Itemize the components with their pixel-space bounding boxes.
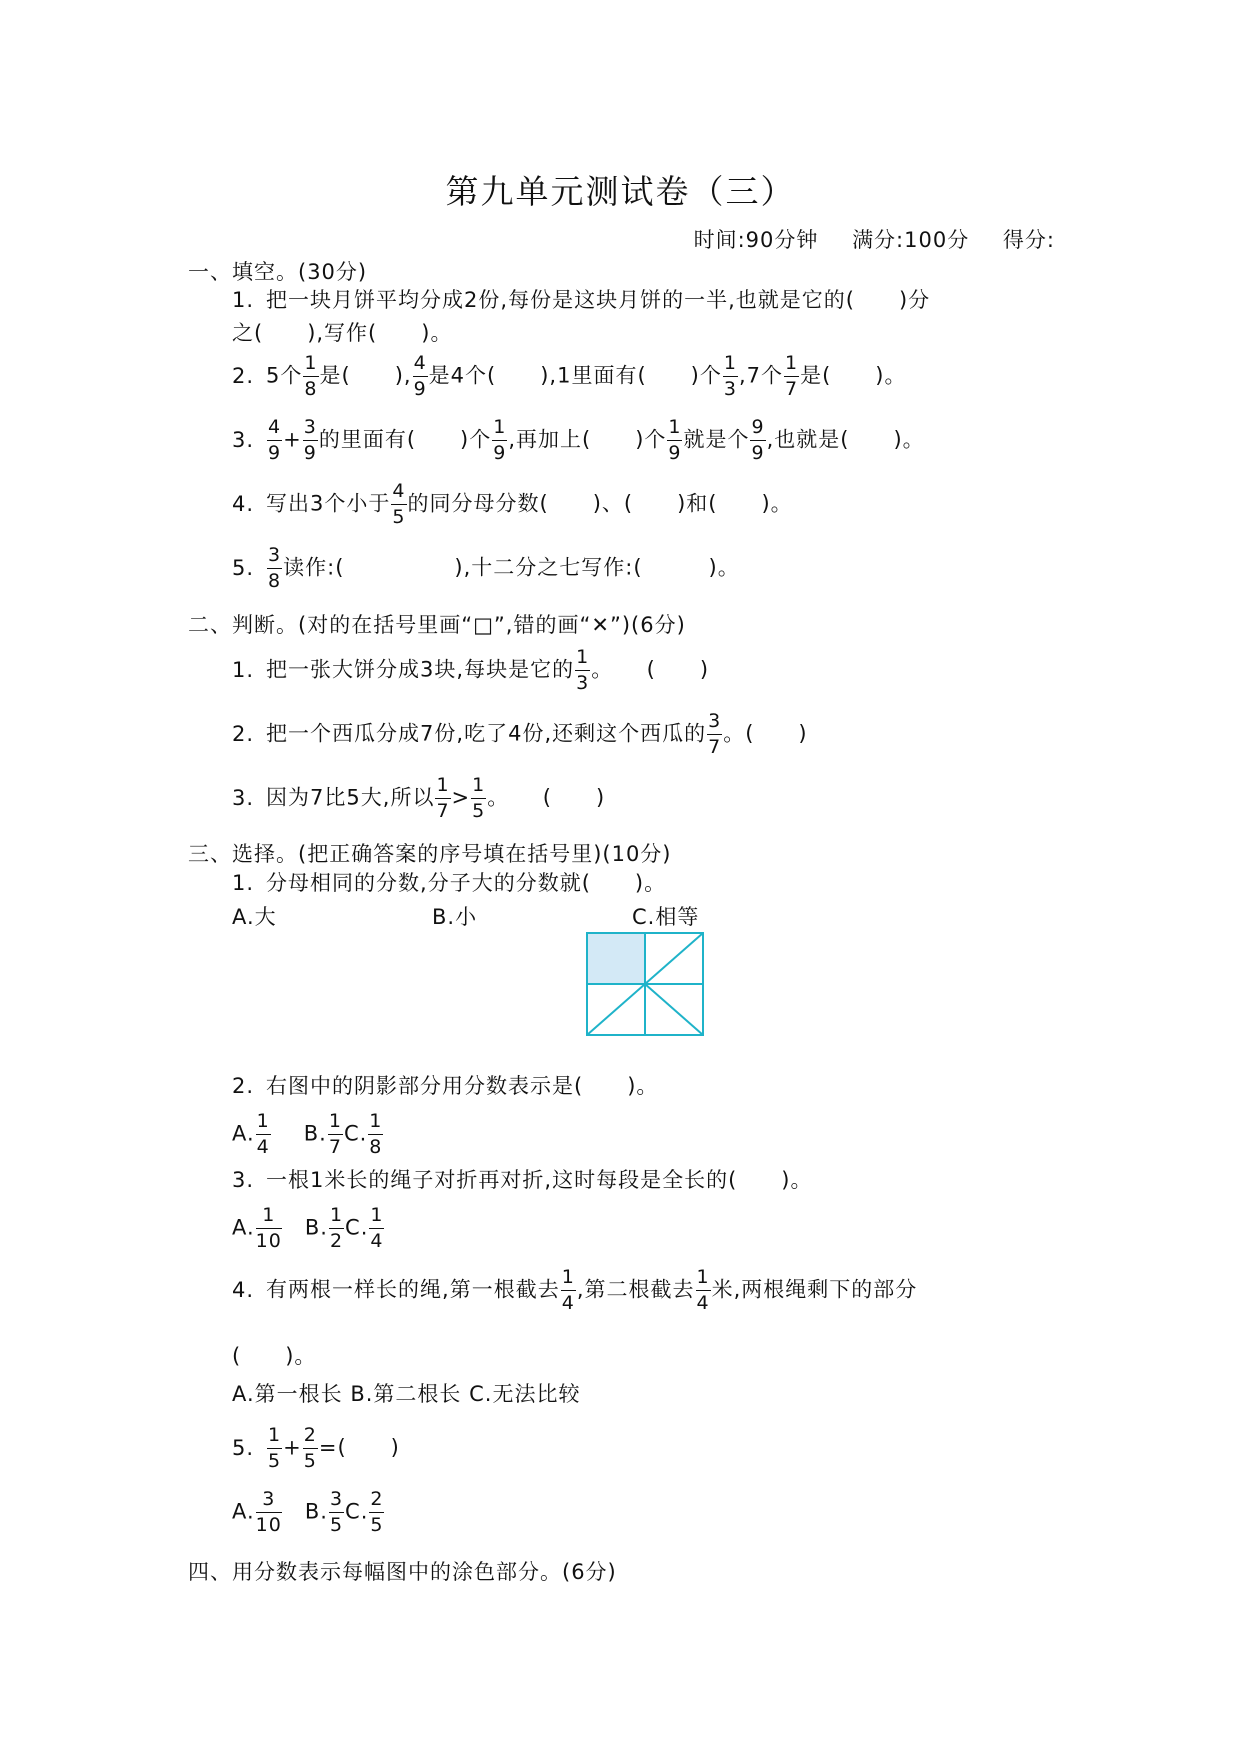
text: 就是个 — [683, 427, 750, 452]
question-number: 1. — [232, 288, 255, 312]
fraction: $\frac{1}{7}$ — [436, 774, 450, 822]
text: + — [283, 427, 302, 452]
s2-q2 — [232, 712, 808, 757]
text: 是4个( ),1里面有( )个 — [428, 363, 722, 388]
question-number: 2. — [232, 721, 255, 746]
text: 的同分母分数( )、( )和( )。 — [407, 491, 793, 516]
option-b: B. — [304, 1499, 328, 1524]
text: 。( ) — [723, 721, 808, 746]
s2-q3 — [232, 776, 605, 821]
text: 把一张大饼分成3块,每块是它的 — [266, 657, 575, 682]
fraction: $\frac{1}{4}$ — [696, 1266, 710, 1314]
question-number: 4. — [232, 1277, 255, 1302]
section-2-heading: 二、判断。(对的在括号里画“□”,错的画“✕”)(6分) — [188, 613, 686, 637]
option-b: B. — [304, 1215, 328, 1240]
s1-q4 — [232, 482, 793, 527]
section-4-heading: 四、用分数表示每幅图中的涂色部分。(6分) — [188, 1560, 617, 1584]
option-a: A. — [232, 1215, 255, 1240]
text: 写出3个小于 — [266, 491, 391, 516]
text: ,再加上( )个 — [508, 427, 667, 452]
option-c: C. — [343, 1121, 368, 1146]
s1-q3 — [232, 418, 925, 463]
option-a: A. — [232, 1499, 255, 1524]
text: ,7个 — [738, 363, 783, 388]
option-a: A.大 — [232, 905, 277, 929]
question-number: 3. — [232, 1168, 255, 1192]
option-c: C. — [345, 1499, 369, 1524]
fraction: $\frac{1}{3}$ — [723, 352, 737, 400]
text: 。 ( ) — [487, 785, 606, 810]
question-number: 5. — [232, 555, 255, 580]
text: =( ) — [318, 1435, 400, 1460]
fraction: $\frac{3}{7}$ — [708, 710, 722, 758]
text: 有两根一样长的绳,第一根截去 — [266, 1277, 560, 1302]
text: > — [451, 785, 471, 810]
fraction: $\frac{1}{7}$ — [328, 1110, 342, 1158]
text: 的里面有( )个 — [318, 427, 492, 452]
section-3-heading: 三、选择。(把正确答案的序号填在括号里)(10分) — [188, 842, 672, 866]
fraction: $\frac{1}{2}$ — [329, 1204, 344, 1252]
question-text: 分母相同的分数,分子大的分数就( )。 — [266, 871, 667, 895]
s3-q4-line2: ( )。 — [232, 1344, 317, 1368]
s3-q2-options — [232, 1112, 384, 1157]
s3-q4 — [232, 1268, 917, 1313]
fraction: $\frac{1}{8}$ — [369, 1110, 383, 1158]
text: ,也就是( )。 — [766, 427, 925, 452]
question-text: 把一块月饼平均分成2份,每份是这块月饼的一半,也就是它的( )分 — [266, 288, 931, 312]
s3-q1-options — [232, 907, 699, 928]
text: 是( ), — [319, 363, 412, 388]
option-a: A. — [232, 1121, 255, 1146]
s3-q1 — [232, 873, 666, 894]
text: 米,两根绳剩下的部分 — [711, 1277, 918, 1302]
text: 是( )。 — [800, 363, 907, 388]
question-number: 3. — [232, 427, 255, 452]
s3-q5-options — [232, 1490, 385, 1535]
fraction: $\frac{1}{4}$ — [256, 1110, 270, 1158]
section-1-heading: 一、填空。(30分) — [188, 260, 368, 284]
fraction: $\frac{1}{5}$ — [268, 1424, 282, 1472]
fraction: $\frac{4}{9}$ — [413, 352, 427, 400]
question-number: 2. — [232, 1074, 255, 1098]
text: ,第二根截去 — [576, 1277, 695, 1302]
question-number: 3. — [232, 785, 255, 810]
option-b: B. — [303, 1121, 327, 1146]
option-b: B.小 — [432, 905, 478, 929]
fraction: $\frac{4}{5}$ — [392, 480, 406, 528]
question-number: 1. — [232, 657, 255, 682]
fraction: $\frac{3}{9}$ — [303, 416, 317, 464]
s3-q4-options: A.第一根长 B.第二根长 C.无法比较 — [232, 1382, 581, 1406]
text: 把一个西瓜分成7份,吃了4份,还剩这个西瓜的 — [266, 721, 707, 746]
diagonal-lower-right — [645, 984, 703, 1035]
exam-meta — [668, 224, 1055, 254]
fraction: $\frac{3}{8}$ — [268, 544, 282, 592]
diagonal-upper-right — [645, 933, 703, 984]
fraction: $\frac{1}{10}$ — [255, 1204, 282, 1252]
page-title: 第九单元测试卷（三） — [445, 172, 796, 211]
text: + — [283, 1435, 302, 1460]
question-text: 右图中的阴影部分用分数表示是( )。 — [266, 1074, 659, 1098]
s3-q3 — [232, 1170, 812, 1191]
question-text: 一根1米长的绳子对折再对折,这时每段是全长的( )。 — [266, 1168, 813, 1192]
question-number: 1. — [232, 871, 255, 895]
option-c: C. — [345, 1215, 369, 1240]
fraction: $\frac{1}{8}$ — [304, 352, 318, 400]
fraction: $\frac{4}{9}$ — [268, 416, 282, 464]
full-score: 满分:100分 — [852, 228, 970, 252]
fraction: $\frac{2}{5}$ — [370, 1488, 384, 1536]
fraction: $\frac{3}{5}$ — [329, 1488, 344, 1536]
s3-q2 — [232, 1076, 658, 1097]
s1-q5 — [232, 546, 740, 591]
s1-q2 — [232, 354, 906, 399]
fraction: $\frac{1}{9}$ — [493, 416, 507, 464]
s3-q5-question — [232, 1426, 400, 1471]
fraction: $\frac{9}{9}$ — [751, 416, 765, 464]
option-c: C.相等 — [632, 905, 700, 929]
s2-q1 — [232, 648, 709, 693]
fraction: $\frac{1}{5}$ — [472, 774, 486, 822]
fraction: $\frac{1}{7}$ — [784, 352, 799, 400]
fraction: $\frac{1}{3}$ — [576, 646, 590, 694]
shaded-cell — [587, 933, 645, 984]
text: 读作:( ),十二分之七写作:( )。 — [283, 555, 740, 580]
fraction: $\frac{1}{4}$ — [561, 1266, 575, 1314]
s1-q1-line1 — [232, 290, 930, 311]
question-number: 2. — [232, 363, 255, 388]
text: 。 ( ) — [591, 657, 710, 682]
text: 因为7比5大,所以 — [266, 785, 435, 810]
s3-q3-options — [232, 1206, 385, 1251]
question-number: 5. — [232, 1435, 255, 1460]
question-number: 4. — [232, 491, 255, 516]
diagonal-lower-left — [587, 984, 645, 1035]
time-limit: 时间:90分钟 — [693, 228, 819, 252]
shaded-rectangle-figure — [586, 932, 704, 1036]
fraction: $\frac{1}{4}$ — [370, 1204, 384, 1252]
text: 5个 — [266, 363, 303, 388]
fraction: $\frac{2}{5}$ — [303, 1424, 317, 1472]
fraction: $\frac{3}{10}$ — [255, 1488, 282, 1536]
score-label: 得分: — [1002, 228, 1055, 252]
fraction: $\frac{1}{9}$ — [668, 416, 682, 464]
s1-q1-line2: 之( ),写作( )。 — [232, 321, 453, 345]
